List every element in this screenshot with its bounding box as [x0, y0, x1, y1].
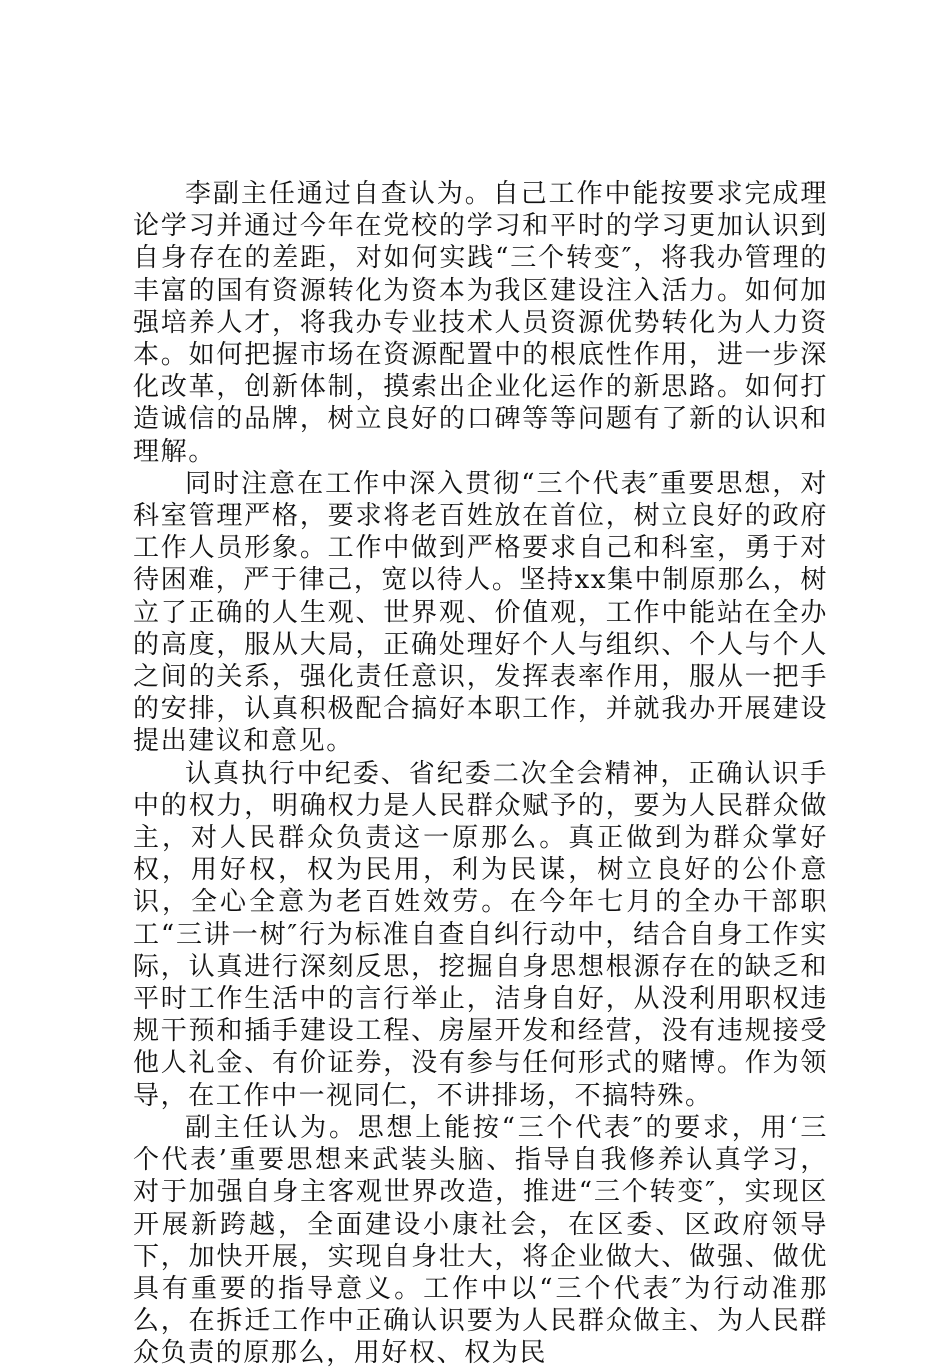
paragraph-self-inspection: 李副主任通过自查认为。自己工作中能按要求完成理论学习并通过今年在党校的学习和平时的学习更加认识到自身存在的差距，对如何实践“三个转变″，将我办管理的丰富的国有资源转化为资本为我区建设注入活力。如何加强培养人才，将我办专业技术人员资源优势转化为人力资本。如何把握市场在资源配置中的根底性作用，进一步深化改革，创新体制，摸索出企业化运作的新思路。如何打造诚信的品牌，树立良好的口碑等等问题有了新的认识和理解。 — [133, 179, 828, 467]
document-body — [133, 178, 828, 1370]
paragraph-discipline: 认真执行中纪委、省纪委二次全会精神，正确认识手中的权力，明确权力是人民群众赋予的，要为人民群众做主，对人民群众负责这一原那么。真正做到为群众掌好权，用好权，权为民用，利为民谋，树立良好的公仆意识，全心全意为老百姓效劳。在今年七月的全办干部职工“三讲一树″行为标准自查自纠行动中，结合自身工作实际，认真进行深刻反思，挖掘自身思想根源存在的缺乏和平时工作生活中的言行举止，洁身自好，从没利用职权违规干预和插手建设工程、房屋开发和经营，没有违规接受他人礼金、有价证券，没有参与任何形式的赌博。作为领导，在工作中一视同仁，不讲排场，不搞特殊。 — [133, 758, 828, 1111]
paragraph-deputy-director: 副主任认为。思想上能按“三个代表″的要求，用‘三个代表’重要思想来武装头脑、指导自我修养认真学习，对于加强自身主客观世界改造，推进“三个转变″，实现区开展新跨越，全面建设小康社会，在区委、区政府领导下，加快开展，实现自身壮大，将企业做大、做强、做优具有重要的指导意义。工作中以“三个代表″为行动准那么，在拆迁工作中正确认识要为人民群众做主、为人民群众负责的原那么，用好权、权为民 — [133, 1112, 828, 1369]
paragraph-three-represents: 同时注意在工作中深入贯彻“三个代表″重要思想，对科室管理严格，要求将老百姓放在首位，树立良好的政府工作人员形象。工作中做到严格要求自己和科室，勇于对待困难，严于律己，宽以待人。坚持xx集中制原那么，树立了正确的人生观、世界观、价值观，工作中能站在全办的高度，服从大局，正确处理好个人与组织、个人与个人之间的关系，强化责任意识，发挥表率作用，服从一把手的安排，认真积极配合搞好本职工作，并就我办开展建设提出建议和意见。 — [133, 468, 828, 757]
